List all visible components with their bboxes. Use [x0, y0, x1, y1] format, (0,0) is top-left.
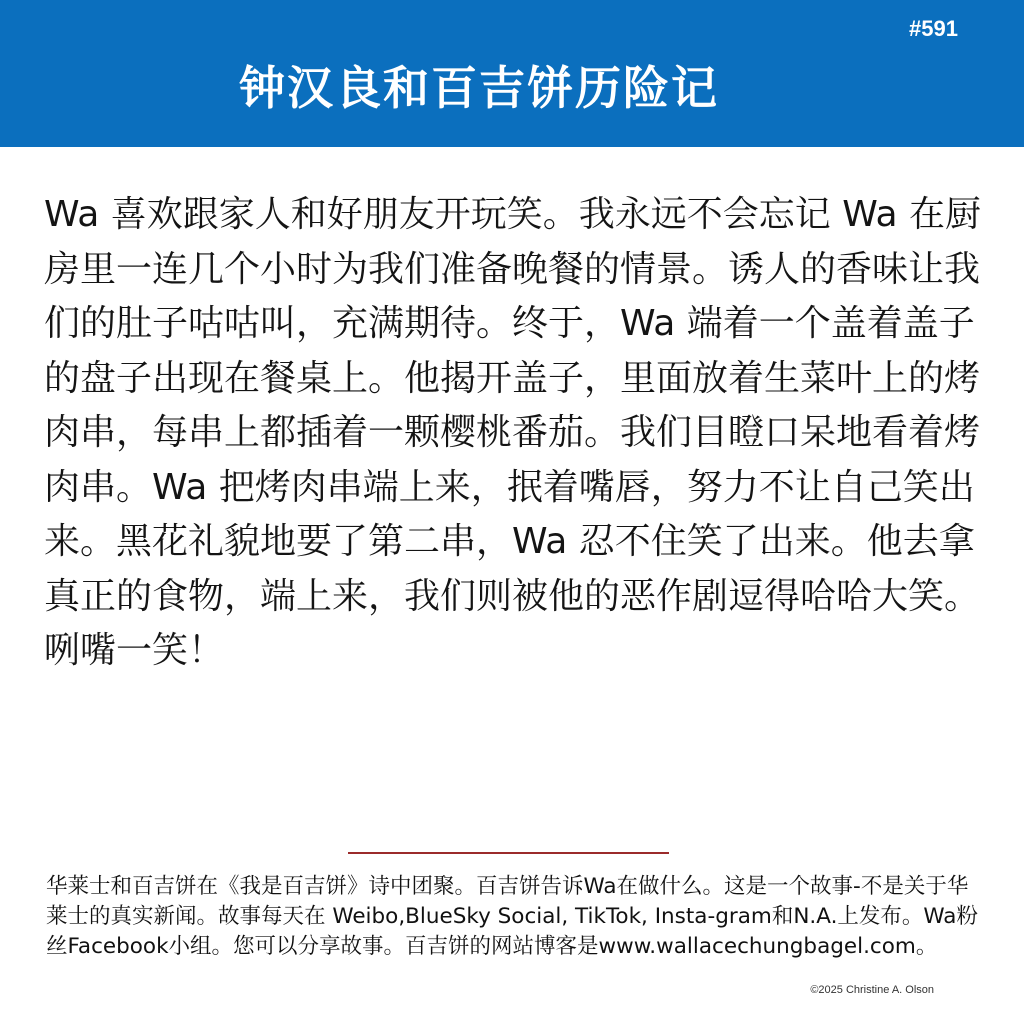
story-text: Wa 喜欢跟家人和好朋友开玩笑。我永远不会忘记 Wa 在厨房里一连几个小时为我们准备晚餐的情景。诱人的香味让我们的肚子咕咕叫，充满期待。终于，Wa 端着一个盖着盖子的盘子出现在餐桌上。他揭开盖子，里面放着生菜叶上的烤肉串，每串上都插着一颗樱桃番茄。我们目瞪口呆地看着烤肉串。Wa 把烤肉串端上来，抿着嘴唇，努力不让自己笑出来。黑花礼貌地要了第二串，Wa 忍不住笑了出来。他去拿真正的食物，端上来，我们则被他的恶作剧逗得哈哈大笑。咧嘴一笑！	[44, 194, 982, 671]
page-title: 钟汉良和百吉饼历险记	[239, 61, 719, 115]
footer-note: 华莱士和百吉饼在《我是百吉饼》诗中团聚。百吉饼告诉Wa在做什么。这是一个故事-不是关于华莱士的真实新闻。故事每天在 Weibo,BlueSky Social, TikTok, Insta-gram和N.A.上发布。Wa粉丝Facebook小组。您可以分享故事。百吉饼的网站博客是www.wallacechungbagel.com。	[46, 874, 978, 959]
divider	[348, 852, 669, 854]
header-banner	[0, 0, 1024, 147]
issue-number: #591	[909, 16, 958, 41]
copyright-notice: ©2025 Christine A. Olson	[810, 984, 934, 996]
